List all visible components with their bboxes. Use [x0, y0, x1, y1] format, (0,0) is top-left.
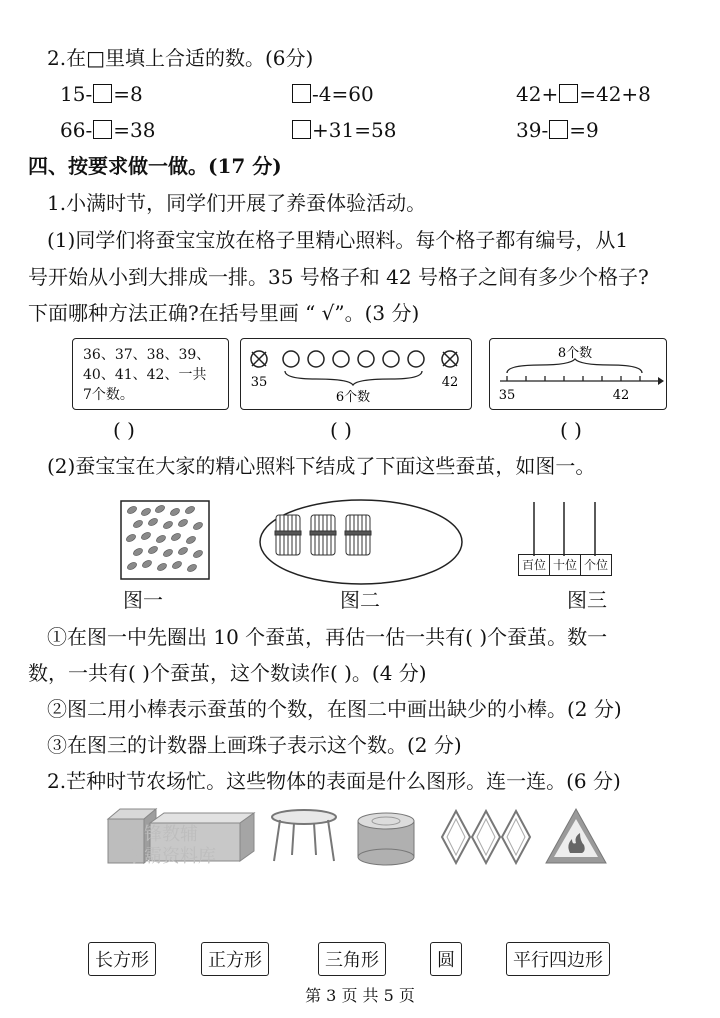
question-intro: 1.小满时节，同学们开展了养蚕体验活动。 [47, 191, 427, 215]
abacus-figure [518, 500, 612, 576]
task-text: ③在图三的计数器上画珠子表示这个数。(2 分) [47, 733, 462, 757]
equation-part: =8 [113, 82, 143, 106]
num-label: 42 [441, 375, 459, 390]
question-text: (2)蚕宝宝在大家的精心照料下结成了下面这些蚕茧，如图一。 [47, 454, 596, 478]
answer-box[interactable] [292, 84, 311, 103]
method-c-box [489, 338, 667, 410]
tick-marks [507, 376, 640, 381]
num-label: 35 [498, 388, 516, 403]
section-heading: 四、按要求做一做。(17 分) [28, 154, 282, 178]
shape-option-circle[interactable]: 圆 [430, 942, 462, 976]
equation [291, 120, 396, 140]
crossed-circle-icon [251, 351, 267, 367]
circle-icon [283, 351, 424, 367]
brace-label: 6个数 [335, 390, 371, 405]
method-a-box [72, 338, 229, 410]
num-label: 42 [612, 388, 630, 403]
shape-option-rectangle[interactable]: 长方形 [88, 942, 156, 976]
number-line-diagram [490, 339, 666, 409]
equation-part: =9 [569, 118, 599, 142]
q2-title: 2.在□里填上合适的数。(6分) [47, 46, 314, 70]
question-text: 下面哪种方法正确?在括号里画 “ √”。(3 分) [28, 301, 420, 325]
task-text: ②图二用小棒表示蚕茧的个数，在图二中画出缺少的小棒。(2 分) [47, 697, 622, 721]
equation-part: 42+ [516, 82, 559, 106]
question-text: (1)同学们将蚕宝宝放在格子里精心照料。每个格子都有编号，从1 [47, 228, 629, 252]
answer-box[interactable] [292, 120, 311, 139]
cocoons-figure [120, 500, 210, 580]
answer-box[interactable] [549, 120, 568, 139]
equation [60, 120, 155, 140]
tree-stump-icon [358, 813, 414, 865]
shape-option-parallelogram[interactable]: 平行四边形 [506, 942, 610, 976]
shape-option-square[interactable]: 正方形 [201, 942, 269, 976]
answer-paren[interactable]: ( ) [113, 418, 135, 442]
watermark-line: 先锋教辅 [126, 824, 198, 845]
equation [516, 120, 599, 140]
figure-label: 图二 [340, 588, 380, 612]
brace-icon [285, 371, 422, 385]
equation-part: -4=60 [312, 82, 374, 106]
crossed-circle-icon [442, 351, 458, 367]
sticks-figure [258, 497, 464, 587]
method-a-line: 7个数。 [83, 387, 134, 403]
answer-box[interactable] [93, 84, 112, 103]
diamond-pattern-icon [442, 811, 530, 863]
fire-warning-sign-icon [546, 809, 606, 863]
watermark-line: 学霸资料库 [126, 846, 216, 867]
answer-box[interactable] [559, 84, 578, 103]
method-b-box [240, 338, 472, 410]
answer-box[interactable] [93, 120, 112, 139]
question-text: 号开始从小到大排成一排。35 号格子和 42 号格子之间有多少个格子? [28, 265, 649, 289]
circles-diagram [241, 339, 471, 409]
abacus-label: 十位 [550, 555, 581, 575]
watermark [126, 824, 216, 868]
stick-bundle-icon [275, 515, 301, 555]
task-text: ①在图一中先圈出 10 个蚕茧，再估一估一共有( )个蚕茧。数一 [47, 625, 608, 649]
answer-paren[interactable]: ( ) [560, 418, 582, 442]
round-table-icon [272, 810, 336, 861]
brace-icon [507, 359, 642, 373]
equation-part: 39- [516, 118, 549, 142]
num-label: 35 [250, 375, 268, 390]
equation-part: +31=58 [312, 118, 397, 142]
page-footer: 第 3 页 共 5 页 [305, 986, 415, 1005]
shape-option-triangle[interactable]: 三角形 [318, 942, 386, 976]
equation-part: =42+8 [579, 82, 651, 106]
task-text: 数，一共有( )个蚕茧，这个数读作( )。(4 分) [28, 661, 427, 685]
question-text: 2.芒种时节农场忙。这些物体的表面是什么图形。连一连。(6 分) [47, 769, 621, 793]
equation-part: 15- [60, 82, 93, 106]
answer-paren[interactable]: ( ) [330, 418, 352, 442]
equation [60, 84, 143, 104]
method-a-line: 36、37、38、39、 [83, 347, 211, 363]
brace-label: 8个数 [557, 346, 593, 361]
arrow-icon [658, 377, 664, 385]
abacus-label: 个位 [583, 558, 608, 572]
stick-bundle-icon [310, 515, 336, 555]
equation [291, 84, 374, 104]
equation [516, 84, 651, 104]
stick-bundle-icon [345, 515, 371, 555]
equation-part: 66- [60, 118, 93, 142]
abacus-label: 百位 [519, 555, 550, 575]
figure-label: 图三 [567, 588, 607, 612]
method-a-line: 40、41、42、一共 [83, 367, 207, 383]
figure-label: 图一 [123, 588, 163, 612]
equation-part: =38 [113, 118, 156, 142]
